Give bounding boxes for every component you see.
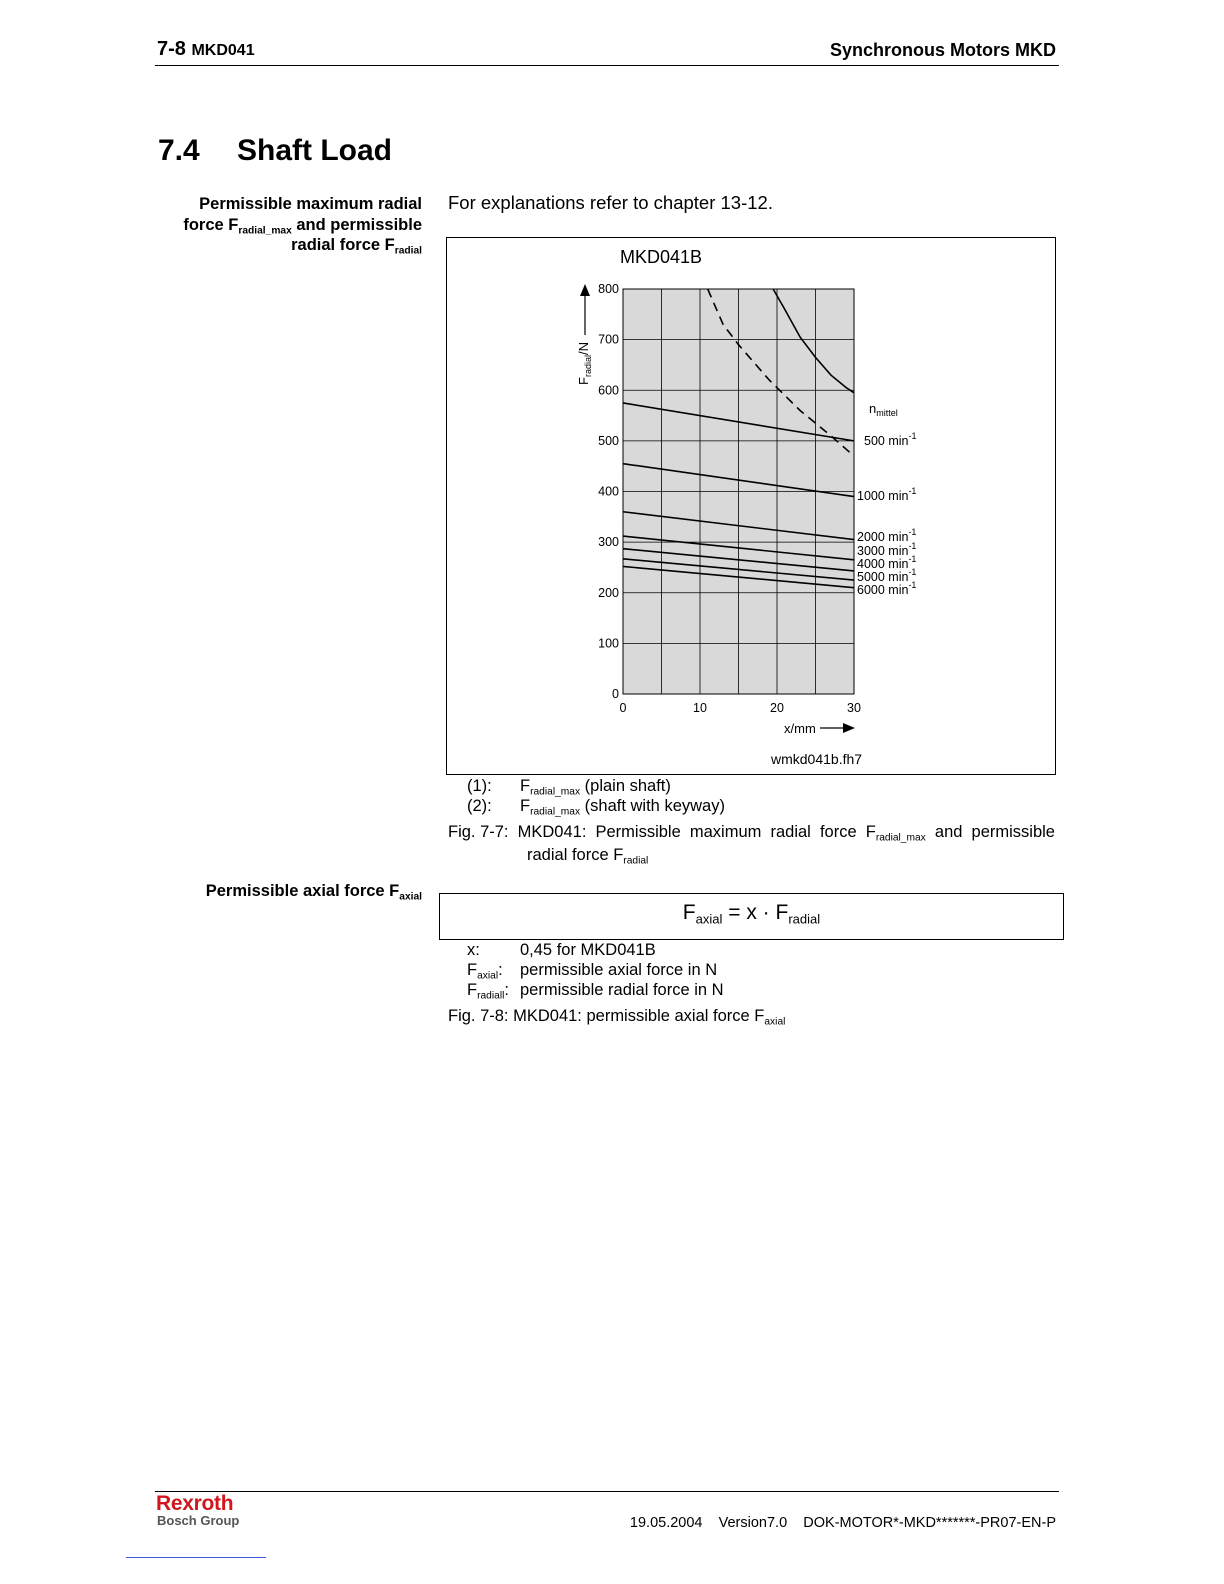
legend-subscript: radial_max (530, 806, 581, 818)
speed-label: 500 $\min^{-1}$ (864, 431, 917, 448)
formula-term: = x · F (722, 901, 789, 924)
x-tick-label: 0 (619, 701, 627, 715)
legend-symbol: F (520, 797, 531, 815)
figure-caption-7-7 (448, 821, 1055, 867)
caption-word: maximum (689, 823, 762, 841)
side-heading-text: and permissible (291, 215, 422, 234)
definition-row (467, 941, 656, 960)
speed-label: 5000 $\min^{-1}$ (857, 567, 917, 584)
formula-subscript: radial (788, 911, 821, 927)
section-title: Shaft Load (237, 134, 392, 167)
caption-word: $F_{radial\_max}$ (865, 823, 926, 844)
legend-subscript: radial_max (530, 786, 581, 798)
side-heading-subscript: axial (399, 891, 422, 903)
chapter-label: MKD041 (191, 42, 255, 59)
figure-caption-7-8 (448, 1005, 785, 1028)
caption-word: Fig. 7-7: (448, 823, 509, 841)
side-heading-text: Permissible axial force F (205, 882, 400, 900)
side-heading-radial-force (183, 194, 422, 256)
speed-label: 3000 $\min^{-1}$ (857, 541, 917, 558)
legend-text: (shaft with keyway) (580, 797, 725, 815)
speed-header: $n_{mittel}$ (869, 401, 898, 418)
header-page-number (157, 38, 255, 61)
header-rule (155, 65, 1059, 66)
x-tick-label: 30 (847, 701, 861, 715)
definition-key: $F_{radiall}$: (467, 981, 509, 1002)
footer-date: 19.05.2004 (629, 1515, 703, 1531)
header-doc-title: Synchronous Motors MKD (829, 40, 1056, 60)
y-axis-label: $F_{radial}/N$ (576, 342, 593, 385)
y-tick-label: 700 (598, 332, 619, 347)
y-tick-label: 800 (598, 282, 619, 296)
formula-term: F (682, 901, 696, 924)
y-axis-arrow-head (580, 284, 590, 296)
footer-link-underline[interactable] (126, 1557, 266, 1558)
x-axis-label: x/mm (784, 721, 816, 736)
page-number: 7-8 (157, 38, 186, 60)
y-tick-label: 100 (598, 636, 619, 651)
y-tick-label: 200 (598, 585, 619, 600)
brand-subtitle: Bosch Group (157, 1513, 240, 1528)
caption-subscript: radial (623, 855, 649, 867)
caption-subscript: axial (764, 1016, 786, 1028)
side-heading-subscript: radial (394, 245, 422, 257)
side-heading-subscript: radial_max (238, 225, 292, 237)
caption-line (448, 844, 1055, 867)
legend-item-plain-shaft (467, 777, 671, 796)
chart-title: MKD041B (620, 247, 703, 267)
legend-text: (plain shaft) (580, 777, 671, 795)
section-number: 7.4 (158, 134, 200, 167)
y-tick-labels (598, 282, 619, 701)
caption-line (448, 821, 1055, 844)
caption-word: radial (770, 823, 811, 841)
x-tick-label: 10 (693, 701, 707, 715)
side-heading-text: radial force F (291, 236, 395, 254)
caption-text: Fig. 7-8: MKD041: permissible axial force F (448, 1007, 765, 1025)
y-tick-label: 400 (598, 484, 619, 499)
y-tick-label: 600 (598, 383, 619, 398)
legend-item-keyway-shaft (467, 797, 725, 816)
y-tick-label: 300 (598, 535, 619, 550)
speed-label: 4000 $\min^{-1}$ (857, 554, 917, 571)
definition-row (467, 981, 724, 1000)
y-tick-label: 0 (612, 687, 619, 701)
x-tick-labels (620, 701, 861, 715)
definition-key: $F_{axial}$: (467, 961, 503, 982)
brand-logo-rexroth: Rexroth (156, 1492, 234, 1515)
y-tick-label: 500 (598, 433, 619, 448)
side-heading-line: Permissible maximum radial (199, 195, 422, 213)
side-heading-line (183, 215, 422, 236)
definition-text: 0,45 for MKD041B (520, 941, 656, 959)
footer-doc-code: DOK-MOTOR*-MKD*******-PR07-EN-P (803, 1515, 1056, 1531)
speed-label: 6000 $\min^{-1}$ (857, 580, 917, 597)
x-tick-label: 20 (770, 701, 784, 715)
definition-row (467, 961, 717, 980)
footer-doc-info (630, 1515, 1056, 1531)
speed-label: 2000 $\min^{-1}$ (857, 527, 917, 544)
caption-word: Permissible (595, 823, 681, 841)
legend-key: (1): (467, 777, 492, 795)
definition-text: permissible radial force in N (520, 981, 724, 999)
caption-word: MKD041: (517, 823, 587, 841)
caption-word: and (934, 823, 963, 841)
side-heading-line (183, 235, 422, 256)
speed-label: 1000 $\min^{-1}$ (857, 486, 917, 503)
definition-text: permissible axial force in N (520, 961, 718, 979)
intro-text: For explanations refer to chapter 13-12. (448, 192, 773, 213)
caption-text: radial force F (527, 846, 624, 864)
x-axis-arrow-head (843, 723, 855, 733)
footer-rule (155, 1491, 1059, 1492)
side-heading-text: force F (183, 215, 239, 234)
caption-word: force (819, 823, 857, 841)
axial-force-formula (439, 901, 1064, 925)
footer-version: Version7.0 (718, 1515, 788, 1531)
side-heading-axial-force (206, 881, 422, 902)
speed-labels (857, 431, 917, 597)
legend-symbol: F (520, 777, 531, 795)
figure-file-ref: wmkd041b.fh7 (771, 751, 863, 767)
radial-force-chart (446, 237, 1056, 775)
definition-key: x: (467, 941, 480, 959)
legend-key: (2): (467, 797, 492, 815)
caption-word: permissible (971, 823, 1055, 841)
formula-subscript: axial (695, 911, 723, 927)
